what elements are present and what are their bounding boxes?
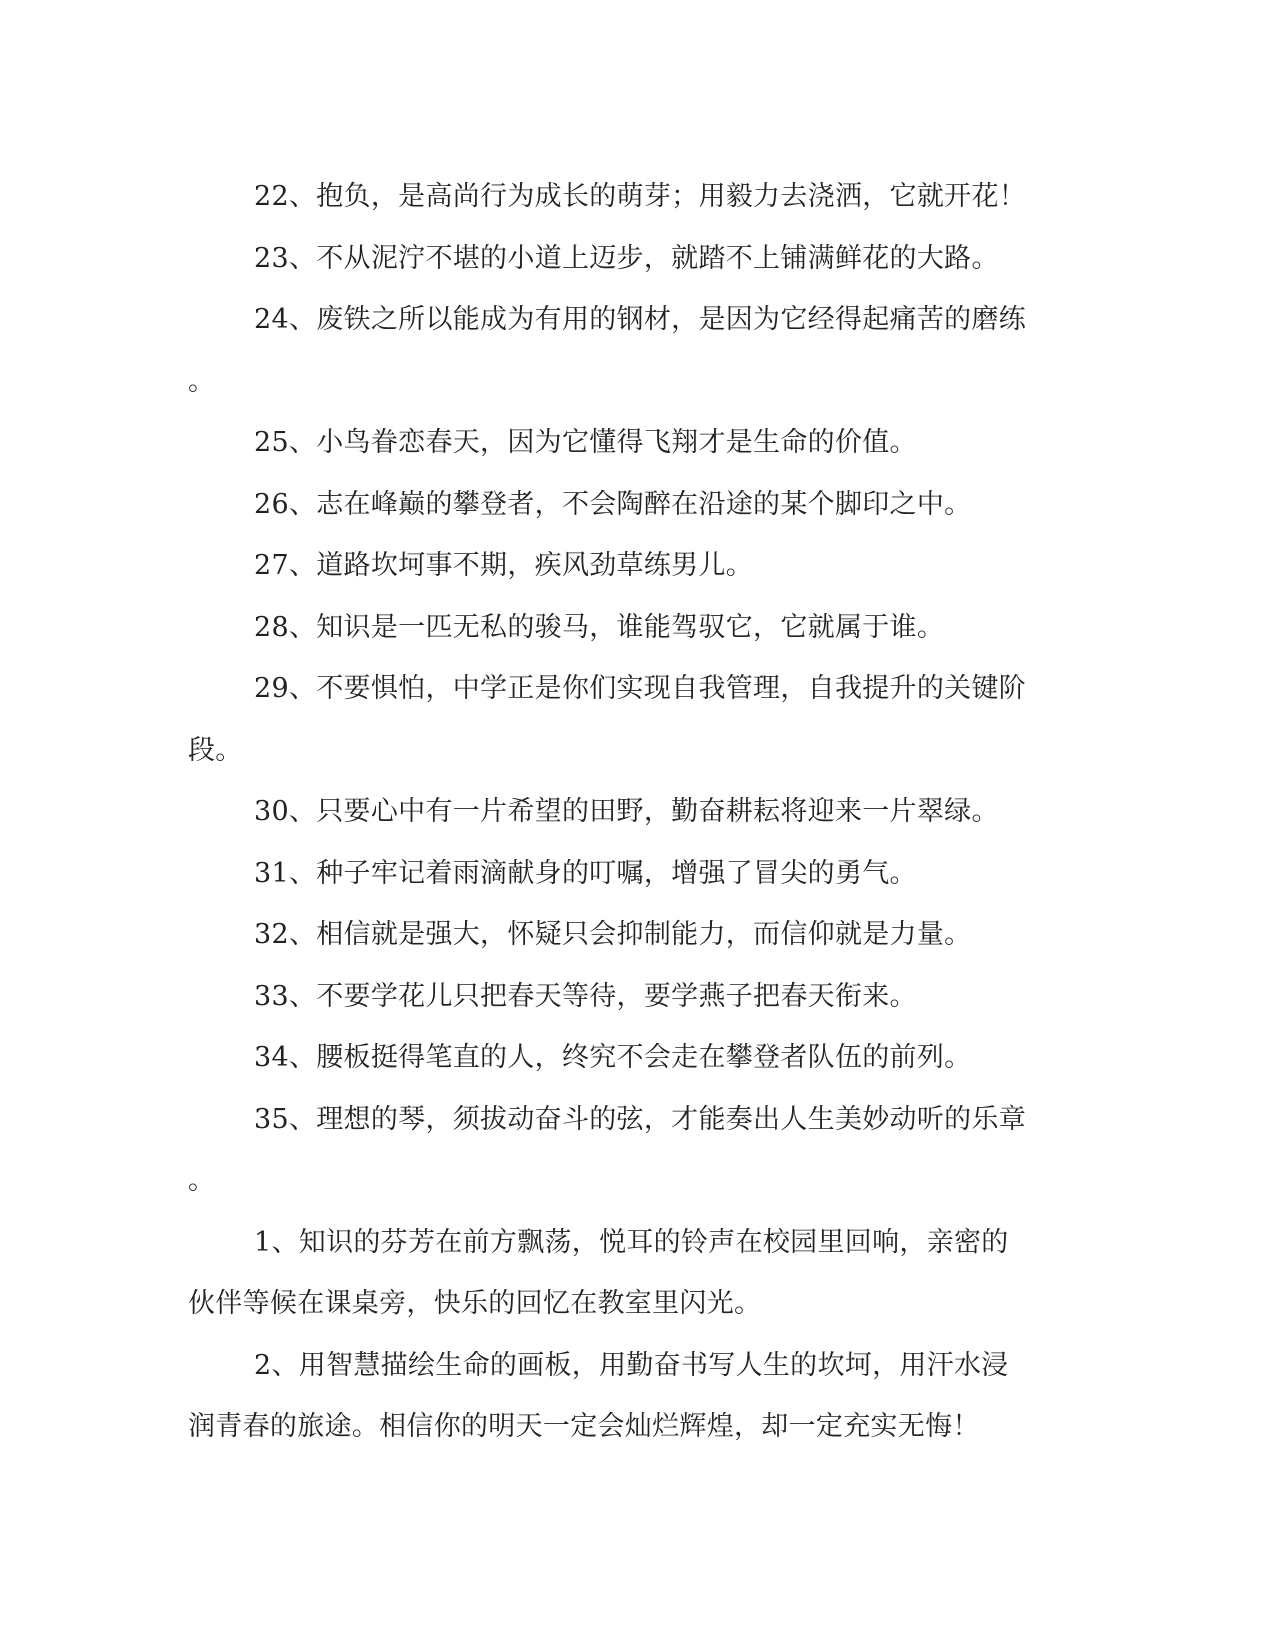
- paragraph-line: 。: [188, 365, 216, 397]
- paragraph-line: 22、抱负，是高尚行为成长的萌芽；用毅力去浇洒，它就开花！: [254, 181, 1027, 212]
- paragraph-line: 段。: [188, 734, 243, 766]
- paragraph: [188, 535, 1070, 597]
- document-body: [188, 166, 1070, 1458]
- paragraph-line: 31、种子牢记着雨滴献身的叮嘱，增强了冒尖的勇气。: [254, 857, 917, 889]
- paragraph-line: 32、相信就是强大，怀疑只会抑制能力，而信仰就是力量。: [254, 919, 972, 950]
- paragraph-line: 2、用智慧描绘生命的画板，用勤奋书写人生的坎坷，用汗水浸: [254, 1349, 1009, 1381]
- paragraph-line: 23、不从泥泞不堪的小道上迈步，就踏不上铺满鲜花的大路。: [254, 242, 999, 274]
- paragraph: [188, 228, 1070, 290]
- paragraph: [188, 1212, 1070, 1335]
- paragraph-line: 29、不要惧怕，中学正是你们实现自我管理，自我提升的关键阶: [254, 673, 1027, 704]
- paragraph-line: 28、知识是一匹无私的骏马，谁能驾驭它，它就属于谁。: [254, 611, 945, 643]
- paragraph: [188, 166, 1070, 228]
- paragraph: [188, 474, 1070, 536]
- paragraph-line: 伙伴等候在课桌旁，快乐的回忆在教室里闪光。: [188, 1288, 762, 1319]
- paragraph: [188, 597, 1070, 659]
- paragraph: [188, 658, 1070, 781]
- paragraph: [188, 289, 1070, 412]
- paragraph: [188, 1089, 1070, 1212]
- paragraph: [188, 1027, 1070, 1089]
- paragraph-line: 34、腰板挺得笔直的人，终究不会走在攀登者队伍的前列。: [254, 1042, 972, 1073]
- paragraph: [188, 904, 1070, 966]
- paragraph-line: 润青春的旅途。相信你的明天一定会灿烂辉煌，却一定充实无悔！: [188, 1411, 980, 1442]
- paragraph: [188, 966, 1070, 1028]
- paragraph-line: 30、只要心中有一片希望的田野，勤奋耕耘将迎来一片翠绿。: [254, 796, 999, 827]
- paragraph-line: 24、废铁之所以能成为有用的钢材，是因为它经得起痛苦的磨练: [254, 304, 1027, 335]
- paragraph-line: 1、知识的芬芳在前方飘荡，悦耳的铃声在校园里回响，亲密的: [254, 1226, 1009, 1258]
- paragraph-line: 。: [188, 1165, 216, 1196]
- paragraph-line: 26、志在峰巅的攀登者，不会陶醉在沿途的某个脚印之中。: [254, 488, 972, 520]
- paragraph: [188, 1335, 1070, 1458]
- paragraph-line: 27、道路坎坷事不期，疾风劲草练男儿。: [254, 550, 754, 581]
- paragraph-line: 33、不要学花儿只把春天等待，要学燕子把春天衔来。: [254, 980, 917, 1012]
- paragraph: [188, 412, 1070, 474]
- paragraph-line: 35、理想的琴，须拔动奋斗的弦，才能奏出人生美妙动听的乐章: [254, 1103, 1027, 1135]
- paragraph-line: 25、小鸟眷恋春天，因为它懂得飞翔才是生命的价值。: [254, 427, 917, 458]
- paragraph: [188, 843, 1070, 905]
- paragraph: [188, 781, 1070, 843]
